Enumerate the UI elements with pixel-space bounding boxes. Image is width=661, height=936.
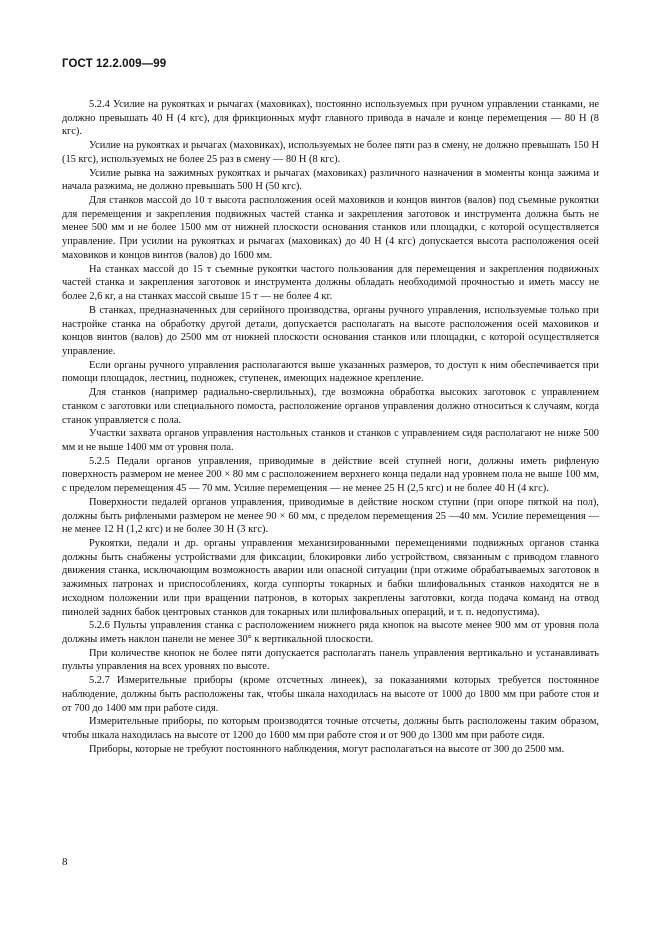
paragraph-toe-pedals: Поверхности педалей органов управления, приводимые в действие носком ступни (при опоре пяткой на пол), должны быть рифлеными размером не менее 90 × 60 мм, с пределом перемещения 25 —40 мм. Усилие перемещения — не менее 12 Н (1,2 кгс) и не более 30 Н (3 кгс). bbox=[62, 496, 599, 536]
document-code-header: ГОСТ 12.2.009—99 bbox=[62, 58, 167, 70]
paragraph-5-2-7-measuring-instruments: 5.2.7 Измерительные приборы (кроме отсчетных линеек), за показаниями которых требуется постоянное наблюдение, должны быть расположены так, чтобы шкала находилась на высоте от 1000 до 1800 мм при работе стоя и от 700 до 1400 мм при работе сидя. bbox=[62, 675, 599, 714]
paragraph-seated-control-grip: Участки захвата органов управления настольных станков и станков с управлением сидя располагают не ниже 500 мм и не выше 1400 мм от уровня пола. bbox=[62, 428, 599, 453]
paragraph-serial-production-controls: В станках, предназначенных для серийного производства, органы ручного управления, используемые только при настройке станка на обработку другой детали, допускается располагать на высоте расположения осей маховиков и концов винтов (валов) до 2500 мм от нижней плоскости основания станков или площадки, с которой осуществляется управление. bbox=[62, 304, 599, 357]
paragraph-radial-drilling: Для станков (например радиально-сверлильных), где возможна обработка высоких заготовок с управлением станком с заготовки или специального помоста, расположение органов управления должно относиться к случаям, когда станок управляется с пола. bbox=[62, 387, 599, 426]
paragraph-5-2-4-handle-force: 5.2.4 Усилие на рукоятках и рычагах (маховиках), постоянно используемых при ручном управлении станками, не должно превышать 40 Н (4 кгс), для фрикционных муфт главного привода в начале и конце перемещения — 80 Н (8 кгс). bbox=[62, 99, 599, 138]
page-number: 8 bbox=[62, 856, 68, 868]
paragraph-removable-handles-15t: На станках массой до 15 т съемные рукоятки частого пользования для перемещения и закрепления подвижных частей станка и закрепления заготовок и инструмента должны обладать необходимой прочностью и иметь массу не более 2,6 кг, а на станках массой свыше 15 т — не более 4 кг. bbox=[62, 263, 599, 303]
paragraph-precise-instruments: Измерительные приборы, по которым производятся точные отсчеты, должны быть расположены таким образом, чтобы шкала находилась на высоте от 1200 до 1600 мм при работе стоя и от 900 до 1300 мм при работе сидя. bbox=[62, 716, 599, 742]
paragraph-5-2-5-full-foot-pedals: 5.2.5 Педали органов управления, приводимые в действие всей ступней ноги, должны иметь рифленую поверхность размером не менее 200 × 80 мм с расположением верхнего конца педали над уровнем пола не выше 100 мм, с пределом перемещения 45 — 70 мм. Усилие перемещения — не менее 25 Н (2,5 кгс) и не более 40 Н (4 кгс). bbox=[62, 455, 599, 495]
paragraph-handwheel-height-10t: Для станков массой до 10 т высота расположения осей маховиков и концов винтов (валов) под съемные рукоятки для перемещения и закрепления подвижных частей станка и закрепления заготовок и инструмента должна быть не менее 500 мм и не более 1500 мм от нижней плоскости основания станков или площадки, с которой осуществляется управление. При усилии на рукоятках и рычагах (маховиках) до 40 Н (4 кгс) допускается высота расположения осей маховиков и концов винтов (валов) до 1600 мм. bbox=[62, 195, 599, 261]
paragraph-clamp-jerk-force: Усилие рывка на зажимных рукоятках и рычагах (маховиках) различного назначения в моменты конца зажима и начала разжима, не должно превышать 500 Н (50 кгс). bbox=[62, 167, 599, 193]
paragraph-access-platforms: Если органы ручного управления располагаются выше указанных размеров, то доступ к ним обеспечивается при помощи площадок, лестниц, подножек, ступенек, имеющих надежное крепление. bbox=[62, 359, 599, 385]
paragraph-occasional-instruments: Приборы, которые не требуют постоянного наблюдения, могут располагаться на высоте от 300 до 2500 мм. bbox=[89, 743, 565, 755]
document-body bbox=[62, 98, 599, 757]
paragraph-vertical-panel: При количестве кнопок не более пяти допускается располагать панель управления вертикально и устанавливать пульты управления на всех уровнях по высоте. bbox=[62, 647, 599, 673]
paragraph-5-2-6-control-panels: 5.2.6 Пульты управления станка с расположением нижнего ряда кнопок на высоте менее 900 мм от уровня пола должны иметь наклон панели не менее 30° к вертикальной плоскости. bbox=[62, 620, 599, 646]
paragraph-rare-handle-force: Усилие на рукоятках и рычагах (маховиках), используемых не более пяти раз в смену, не должно превышать 150 Н (15 кгс), используемых не более 25 раз в смену — 80 Н (8 кгс). bbox=[62, 140, 599, 165]
paragraph-mechanized-controls-locking: Рукоятки, педали и др. органы управления механизированными перемещениями подвижных органов станка должны быть снабжены устройствами для фиксации, блокировки либо устройством, связанным с приводом главного движения станка, исключающим возможность аварии или опасной ситуации (при отжиме обрабатываемых заготовок в зажимных патронах и приспособлениях, когда суппорты токарных и бабки шлифовальных станков находятся не в исходном положении или при вращении патронов, в которых закреплены заготовки, когда подача команд на отвод пинолей задних бабок центровых станков для токарных или шлифовальных операций, и т. п. недопустима). bbox=[62, 538, 599, 618]
